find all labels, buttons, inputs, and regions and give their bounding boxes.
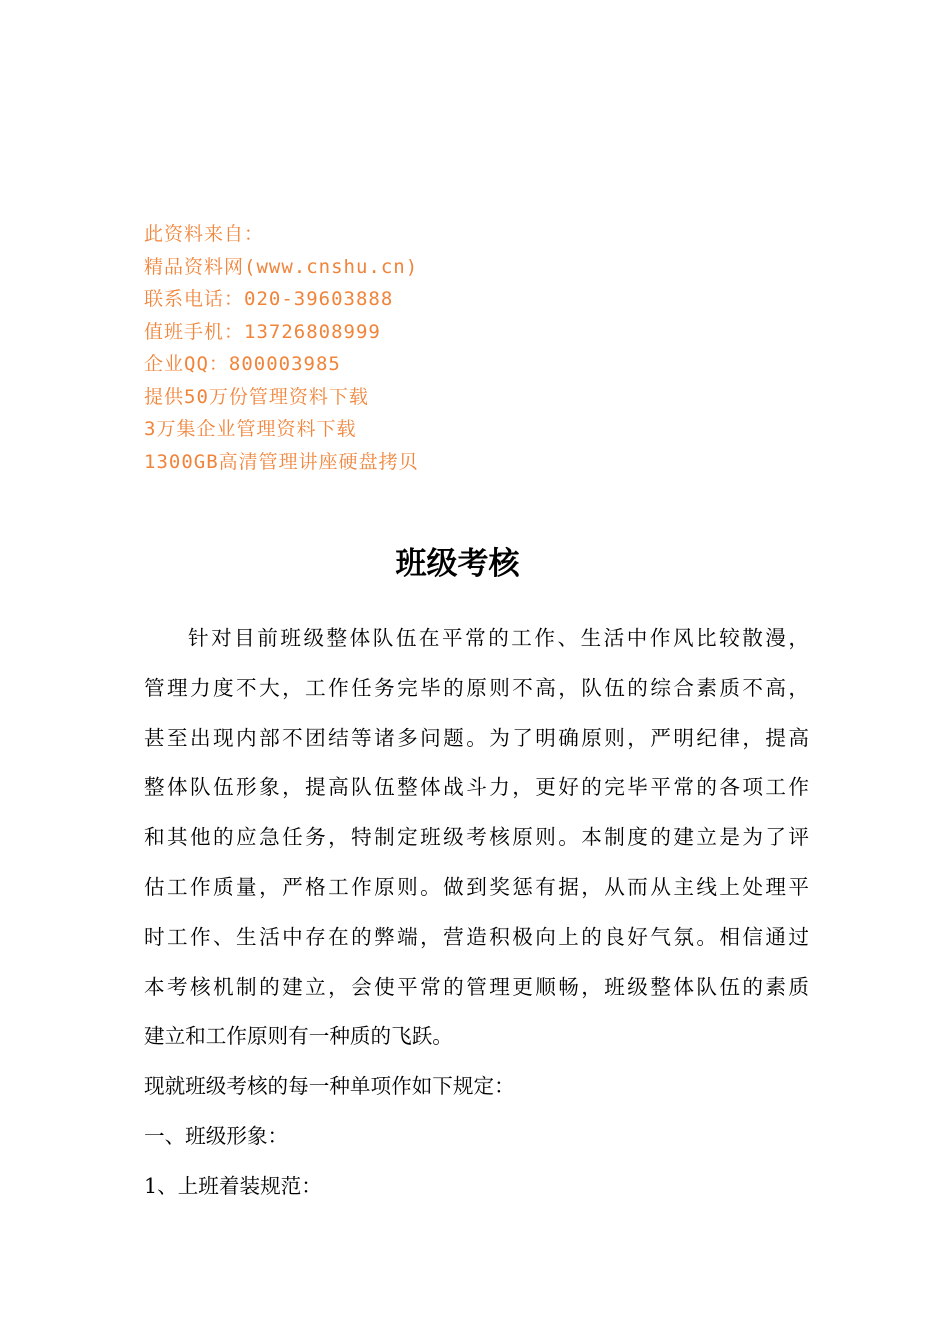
source-line-offer-3: 1300GB高清管理讲座硬盘拷贝 <box>144 450 419 473</box>
paragraph-line: 估工作质量，严格工作原则。做到奖惩有据，从而从主线上处理平 <box>144 874 809 899</box>
document-title: 班级考核 <box>395 546 520 582</box>
paragraph-line: 时工作、生活中存在的弊端，营造积极向上的良好气氛。相信通过 <box>144 924 809 949</box>
source-info-block <box>144 218 704 478</box>
paragraph-line: 整体队伍形象，提高队伍整体战斗力，更好的完毕平常的各项工作 <box>144 775 809 800</box>
source-line-mobile: 值班手机：13726808999 <box>144 320 381 343</box>
section-heading: 一、班级形象： <box>144 1123 289 1148</box>
source-line-offer-2: 3万集企业管理资料下载 <box>144 418 357 440</box>
source-line-website: 精品资料网(www.cnshu.cn) <box>144 255 419 278</box>
source-line-offer-1: 提供50万份管理资料下载 <box>144 385 369 408</box>
paragraph-line: 针对目前班级整体队伍在平常的工作、生活中作风比较散漫， <box>188 626 809 650</box>
paragraph-line: 管理力度不大，工作任务完毕的原则不高，队伍的综合素质不高， <box>144 675 809 700</box>
item-heading: 1、上班着装规范： <box>144 1173 322 1198</box>
source-line: 此资料来自： <box>144 223 265 245</box>
paragraph-line: 本考核机制的建立，会使平常的管理更顺畅，班级整体队伍的素质 <box>144 974 809 999</box>
paragraph-line-last: 建立和工作原则有一种质的飞跃。 <box>144 1024 453 1049</box>
paragraph-line: 和其他的应急任务，特制定班级考核原则。本制度的建立是为了评 <box>144 825 809 850</box>
source-line-qq: 企业QQ：800003985 <box>144 353 341 375</box>
document-body <box>144 614 809 1212</box>
source-line-phone: 联系电话：020-39603888 <box>144 288 394 310</box>
paragraph-line: 甚至出现内部不团结等诸多问题。为了明确原则，严明纪律，提高 <box>144 725 809 750</box>
intro-line: 现就班级考核的每一种单项作如下规定： <box>144 1074 515 1099</box>
